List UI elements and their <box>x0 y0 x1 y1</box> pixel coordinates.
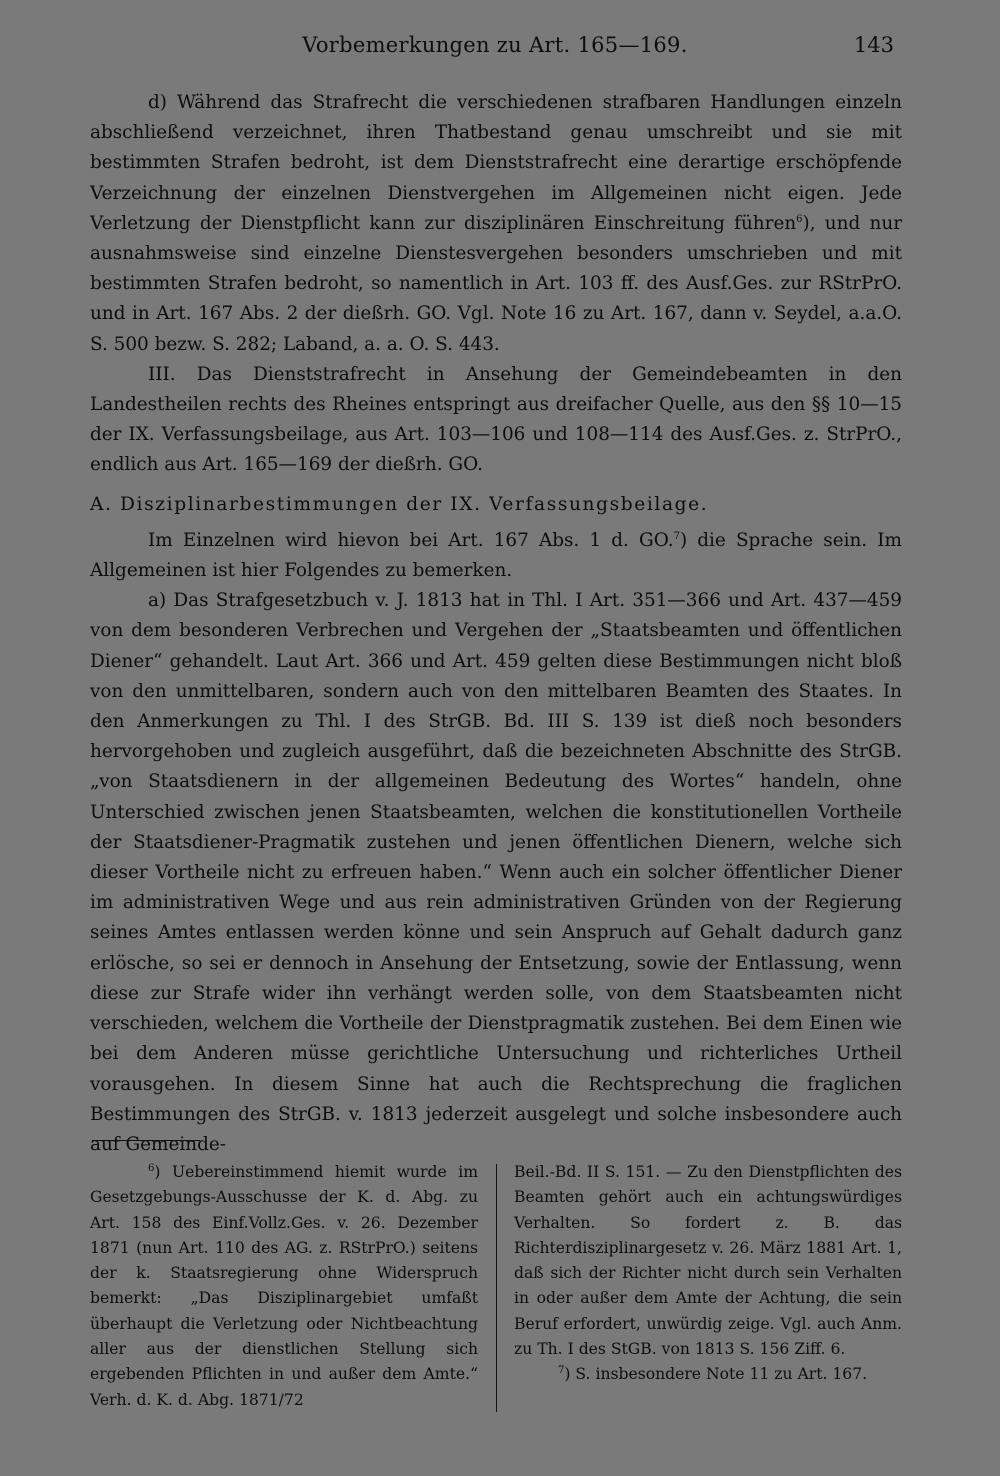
page-number: 143 <box>853 33 894 57</box>
page-header <box>90 33 900 67</box>
paragraph-a <box>90 586 902 1160</box>
paragraph-iii <box>90 360 902 481</box>
footnote-ref-7: 7 <box>673 530 680 542</box>
footnote-right-column <box>514 1160 902 1388</box>
section-heading: A. Disziplinarbestimmungen der IX. Verfassungsbeilage. <box>90 493 709 515</box>
column-divider <box>496 1164 497 1412</box>
footnote-marker-6: 6 <box>148 1162 155 1174</box>
paragraph-intro <box>90 526 902 586</box>
footnote-6-left-column <box>90 1160 478 1413</box>
paragraph-d <box>90 88 902 360</box>
running-title: Vorbemerkungen zu Art. 165—169. <box>302 33 688 57</box>
footnote-text: ) S. insbesondere Note 11 zu Art. 167. <box>564 1365 868 1384</box>
footnote-divider <box>92 1140 200 1141</box>
footnote-marker-7: 7 <box>558 1365 565 1377</box>
footnote-6-continuation: Beil.-Bd. II S. 151. — Zu den Dienstpflichten des Beamten gehört auch ein achtungswürdiges Verhalten. So fordert z. B. das Richterdisziplinargesetz v. 26. März 1881 Art. 1, daß sich der Richter nicht durch sein Verhalten in oder außer dem Amte der Achtung, die sein Beruf erfordert, unwürdig zeige. Vgl. auch Anm. zu Th. I des StGB. von 1813 S. 156 Ziff. 6. <box>514 1163 902 1359</box>
paragraph-text: Im Einzelnen wird hievon bei Art. 167 Abs. 1 d. GO. <box>148 529 674 551</box>
paragraph-text: ) die Sprache sein. Im Allgemeinen ist hier Folgendes zu bemerken. <box>90 529 902 582</box>
paragraph-text: d) Während das Strafrecht die verschiedenen strafbaren Handlungen einzeln abschließend verzeichnet, ihren Thatbestand genau umschreibt und sie mit bestimmten Strafen bedroht, ist dem Dienststrafrecht eine derartige erschöpfende Verzeichnung der einzelnen Dienstvergehen im Allgemeinen nicht eigen. Jede Verletzung der Dienstpflicht kann zur disziplinären Einschreitung führen <box>90 92 902 234</box>
paragraph-text: ), und nur ausnahmsweise sind einzelne Dienstesvergehen besonders umschrieben und mit bestimmten Strafen bedroht, so namentlich in Art. 103 ff. des Ausf.Ges. zur RStrPrO. und in Art. 167 Abs. 2 der dießrh. GO. Vgl. Note 16 zu Art. 167, dann v. Seydel, a.a.O. S. 500 bezw. S. 282; Laband, a. a. O. S. 443. <box>90 212 902 355</box>
main-text <box>90 88 902 1160</box>
paragraph-text: a) Das Strafgesetzbuch v. J. 1813 hat in Thl. I Art. 351—366 und Art. 437—459 von dem besonderen Verbrechen und Vergehen der „Staatsbeamten und öffentlichen Diener“ gehandelt. Laut Art. 366 und Art. 459 gelten diese Bestimmungen nicht bloß von den unmittelbaren, sondern auch von den mittelbaren Beamten des Staates. In den Anmerkungen zu Thl. I des StrGB. Bd. III S. 139 ist dieß noch besonders hervorgehoben und zugleich ausgeführt, daß die bezeichneten Abschnitte des StrGB. „von Staatsdienern in der allgemeinen Bedeutung des Wortes“ handeln, ohne Unterschied zwischen jenen Staatsbeamten, welchen die konstitutionellen Vortheile der Staatsdiener-Pragmatik zustehen und jenen öffentlichen Dienern, welche sich dieser Vortheile nicht zu erfreuen haben.“ Wenn auch ein solcher öffentlicher Diener im administrativen Wege und aus rein administrativen Gründen von der Regierung seines Amtes entlassen werden könne und sein Anspruch auf Gehalt dadurch ganz erlösche, so sei er dennoch in Ansehung der Entsetzung, sowie der Entlassung, wenn diese zur Strafe wider ihn verhängt werden solle, von dem Staatsbeamten nicht verschieden, welchem die Vortheile der Dienstpragmatik zustehen. Bei dem Einen wie bei dem Anderen müsse gerichtliche Untersuchung und richterliches Urtheil vorausgehen. In diesem Sinne hat auch die Rechtsprechung die fraglichen Bestimmungen des StrGB. v. 1813 jederzeit ausgelegt und solche insbesondere auch auf Gemeinde- <box>90 590 902 1155</box>
footnote-7 <box>514 1362 902 1387</box>
paragraph-text: III. Das Dienststrafrecht in Ansehung der Gemeindebeamten in den Landestheilen rechts des Rheines entspringt aus dreifacher Quelle, aus den §§ 10—15 der IX. Verfassungsbeilage, aus Art. 103—106 und 108—114 des Ausf.Ges. z. StrPrO., endlich aus Art. 165—169 der dießrh. GO. <box>90 363 902 476</box>
footnote-text: ) Uebereinstimmend hiemit wurde im Gesetzgebungs-Ausschusse der K. d. Abg. zu Art. 158 des Einf.Vollz.Ges. v. 26. Dezember 1871 (nun Art. 110 des AG. z. RStrPrO.) seitens der k. Staatsregierung ohne Widerspruch bemerkt: „Das Disziplinargebiet umfaßt überhaupt die Verletzung oder Nichtbeachtung aller aus der dienstlichen Stellung sich ergebenden Pflichten in und außer dem Amte.“ Verh. d. K. d. Abg. 1871/72 <box>90 1163 478 1409</box>
footnote-ref-6: 6 <box>796 213 803 225</box>
